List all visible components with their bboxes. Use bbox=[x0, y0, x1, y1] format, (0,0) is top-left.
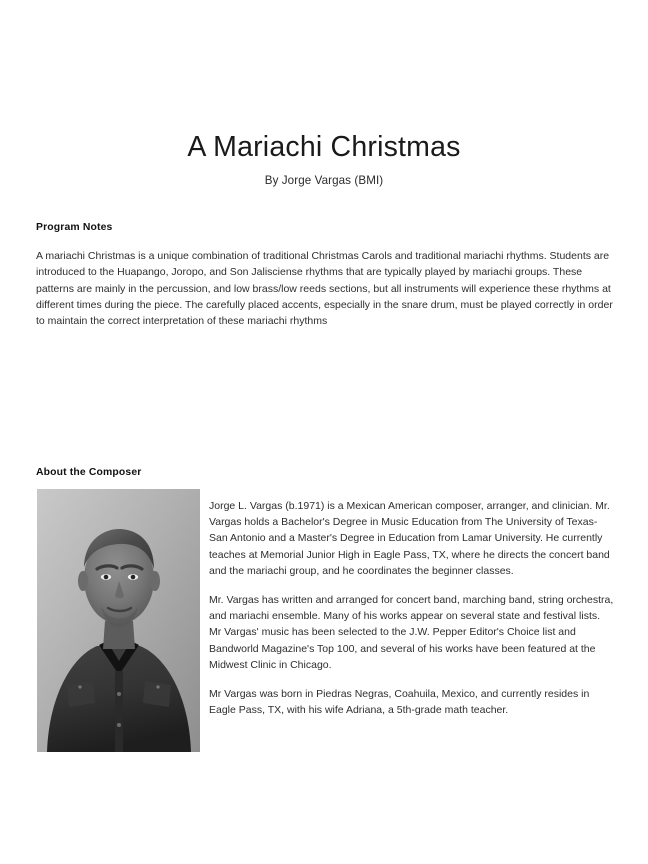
program-notes-heading: Program Notes bbox=[36, 222, 113, 233]
composer-portrait-photo bbox=[37, 489, 200, 752]
bio-paragraph: Mr. Vargas has written and arranged for concert band, marching band, string orchestra, and mariachi ensemble. Many of his works appear on several state and festival lists. Mr Vargas' music has been selected to the J.W. Pepper Editor's Choice list and Bandworld Magazine's Top 100, and several of his works have been featured at the Midwest Clinic in Chicago. bbox=[209, 594, 614, 671]
bio-paragraph: Mr Vargas was born in Piedras Negras, Coahuila, Mexico, and currently resides in Eagle Pass, TX, with his wife Adriana, a 5th-grade math teacher. bbox=[209, 688, 590, 717]
program-notes-body: A mariachi Christmas is a unique combination of traditional Christmas Carols and traditional mariachi rhythms. Students are introduced to the Huapango, Joropo, and Son Jalisciense rhythms that are typically played by mariachi groups. These patterns are mainly in the percussion, and low brass/low reeds sections, but all instruments will experience these rhythms at different times during the piece. The carefully placed accents, especially in the snare drum, must be played correctly in order to maintain the correct interpretation of these mariachi rhythms bbox=[36, 250, 613, 328]
page-title: A Mariachi Christmas bbox=[187, 131, 461, 163]
about-composer-heading: About the Composer bbox=[36, 467, 142, 478]
title-block bbox=[0, 131, 648, 187]
composer-credit: By Jorge Vargas (BMI) bbox=[264, 173, 384, 187]
bio-paragraph: Jorge L. Vargas (b.1971) is a Mexican American composer, arranger, and clinician. Mr. Vargas holds a Bachelor's Degree in Music Education from The University of Texas-San Antonio and a Master's Degree in Education from Lamar University. He currently teaches at Memorial Junior High in Eagle Pass, TX, where he directs the concert band and the mariachi group, and he coordinates the beginner classes. bbox=[209, 500, 610, 577]
composer-bio bbox=[209, 498, 614, 718]
